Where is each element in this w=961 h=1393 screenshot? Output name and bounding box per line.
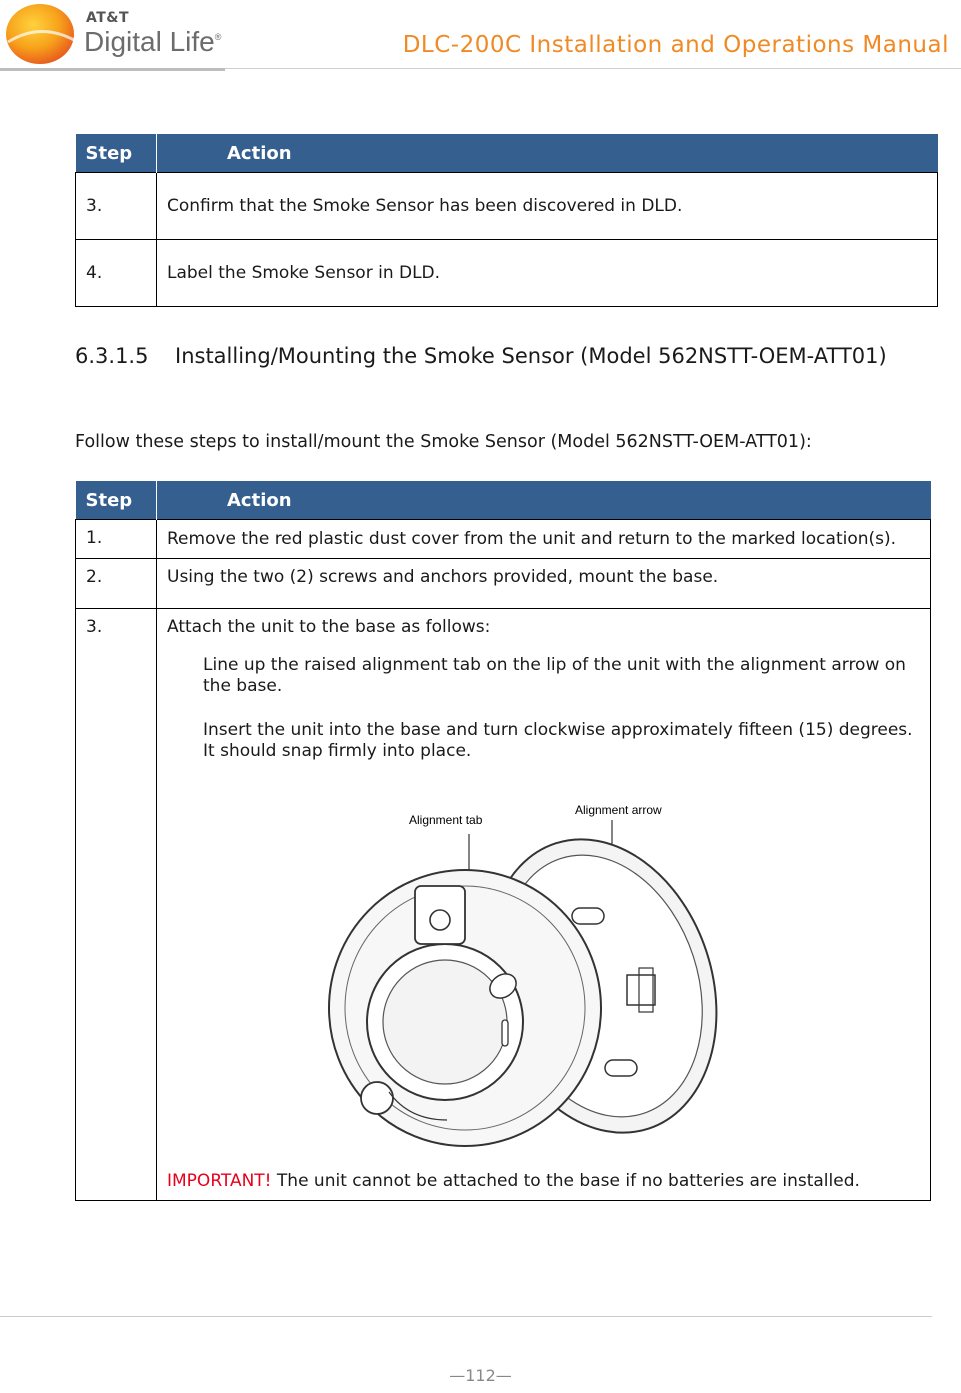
steps-table-1: [75, 134, 938, 307]
section-title: Installing/Mounting the Smoke Sensor (Model 562NSTT-OEM-ATT01): [175, 344, 887, 368]
section-number: 6.3.1.5: [75, 344, 149, 368]
intro-paragraph: Follow these steps to install/mount the Smoke Sensor (Model 562NSTT-OEM-ATT01):: [75, 432, 812, 452]
column-header-step: Step: [76, 134, 157, 173]
table-row: [76, 173, 938, 240]
footer-divider: [0, 1316, 932, 1317]
att-globe-logo: [4, 2, 76, 66]
step-number: 3.: [76, 609, 157, 1201]
important-note: [167, 1170, 920, 1192]
step-action: Remove the red plastic dust cover from the unit and return to the marked location(s).: [157, 520, 931, 559]
document-title: DLC-200C Installation and Operations Manual: [402, 32, 949, 58]
table-row: [76, 520, 931, 559]
column-header-action: Action: [157, 481, 931, 520]
step-action-cell: [157, 609, 931, 1201]
step-number: 4.: [76, 240, 157, 307]
steps-table-2: [75, 481, 931, 1201]
sub-step: Line up the raised alignment tab on the lip of the unit with the alignment arrow on the base.: [203, 655, 906, 697]
alignment-tab-label: Alignment tab: [409, 813, 483, 828]
alignment-arrow-label: Alignment arrow: [575, 803, 662, 818]
table-row: [76, 609, 931, 1201]
step-action: Using the two (2) screws and anchors provided, mount the base.: [157, 559, 931, 609]
header-divider-thin: [225, 68, 961, 69]
step-number: 3.: [76, 173, 157, 240]
step-action: Label the Smoke Sensor in DLD.: [157, 240, 938, 307]
table-row: [76, 559, 931, 609]
column-header-action: Action: [157, 134, 938, 173]
step-number: 1.: [76, 520, 157, 559]
sub-step: Insert the unit into the base and turn clockwise approximately fifteen (15) degrees. It should snap firmly into place.: [203, 719, 913, 761]
brand-digital-life: Digital Life®: [84, 26, 222, 57]
section-heading: [75, 341, 887, 371]
page-number: —112—: [449, 1366, 512, 1385]
step-number: 2.: [76, 559, 157, 609]
step-action: Confirm that the Smoke Sensor has been discovered in DLD.: [157, 173, 938, 240]
step-action: Attach the unit to the base as follows:: [167, 617, 491, 638]
brand-att: AT&T: [86, 10, 130, 26]
column-header-step: Step: [76, 481, 157, 520]
header-divider: [0, 68, 225, 71]
important-label: IMPORTANT!: [167, 1171, 272, 1192]
smoke-sensor-illustration: [317, 790, 727, 1156]
important-text: The unit cannot be attached to the base if no batteries are installed.: [271, 1171, 860, 1192]
table-row: [76, 240, 938, 307]
